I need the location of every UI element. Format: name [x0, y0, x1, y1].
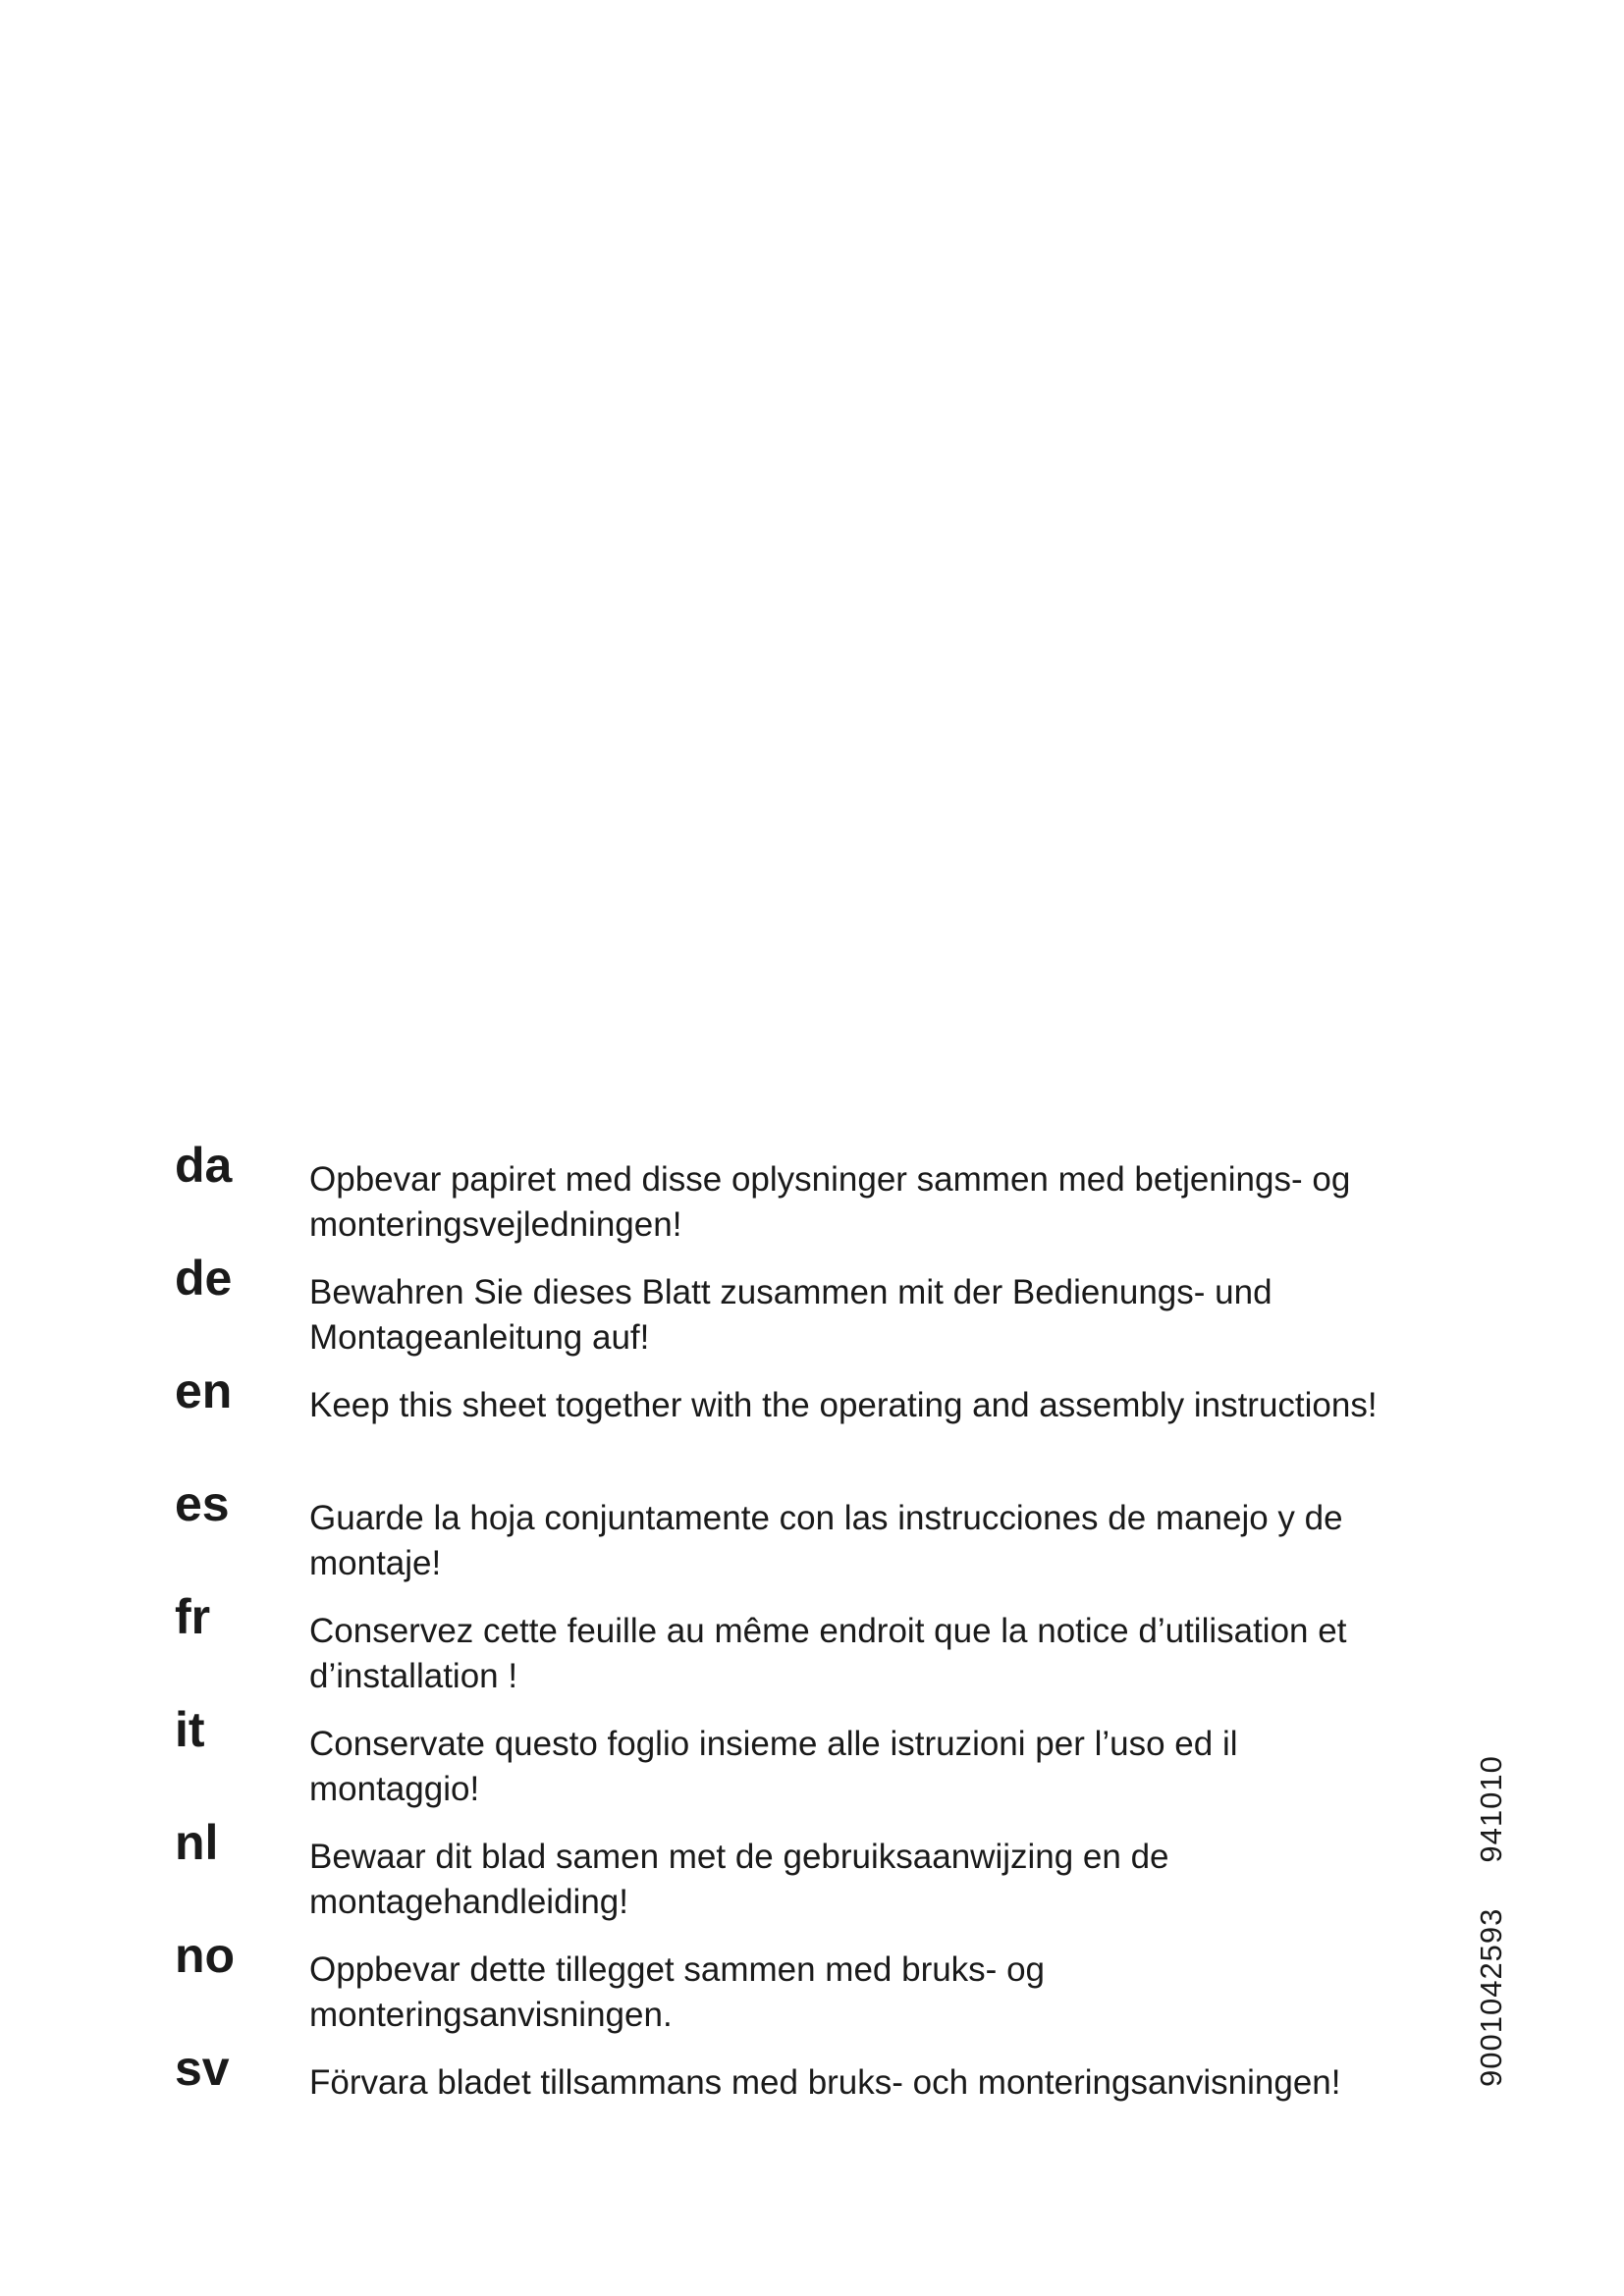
notice-text: Opbevar papiret med disse oplysninger sammen med betjenings- og monteringsvejledningen!	[309, 1160, 1351, 1244]
language-code: nl	[175, 1815, 219, 1870]
language-code: en	[175, 1363, 233, 1418]
language-code: es	[175, 1476, 230, 1531]
document-number	[1476, 1755, 1506, 2087]
notice-text: Förvara bladet tillsammans med bruks- och monteringsanvisningen!	[309, 2063, 1341, 2102]
notice-row-de	[175, 1251, 1412, 1372]
notice-row-no	[175, 1928, 1412, 2050]
notice-row-fr	[175, 1589, 1412, 1711]
language-code: de	[175, 1251, 233, 1306]
notice-row-da	[175, 1138, 1412, 1259]
notice-row-it	[175, 1702, 1412, 1824]
notice-text: Keep this sheet together with the operating and assembly instructions!	[309, 1386, 1378, 1424]
notice-text: Conservez cette feuille au même endroit que la notice d’utilisation et d’installation !	[309, 1612, 1347, 1695]
notice-text: Guarde la hoja conjuntamente con las instrucciones de manejo y de montaje!	[309, 1499, 1343, 1582]
notice-row-es	[175, 1476, 1412, 1598]
notice-text: Oppbevar dette tillegget sammen med bruks- og monteringsanvisningen.	[309, 1950, 1045, 2034]
notice-text: Bewaar dit blad samen met de gebruiksaanwijzing en de montagehandleiding!	[309, 1838, 1169, 1921]
multilingual-notice-list	[175, 1138, 1412, 2163]
language-code: sv	[175, 2041, 230, 2096]
language-code: fr	[175, 1589, 211, 1644]
notice-text: Conservate questo foglio insieme alle istruzioni per l’uso ed il montaggio!	[309, 1725, 1238, 1808]
language-code: no	[175, 1928, 236, 1983]
language-code: da	[175, 1138, 233, 1193]
notice-text: Bewahren Sie dieses Blatt zusammen mit der Bedienungs- und Montageanleitung auf!	[309, 1273, 1272, 1357]
date-code: 941010	[1474, 1755, 1508, 1863]
notice-row-nl	[175, 1815, 1412, 1937]
notice-row-sv	[175, 2041, 1412, 2163]
notice-row-en	[175, 1363, 1412, 1485]
language-code: it	[175, 1702, 205, 1757]
part-number: 9001042593	[1474, 1907, 1508, 2087]
